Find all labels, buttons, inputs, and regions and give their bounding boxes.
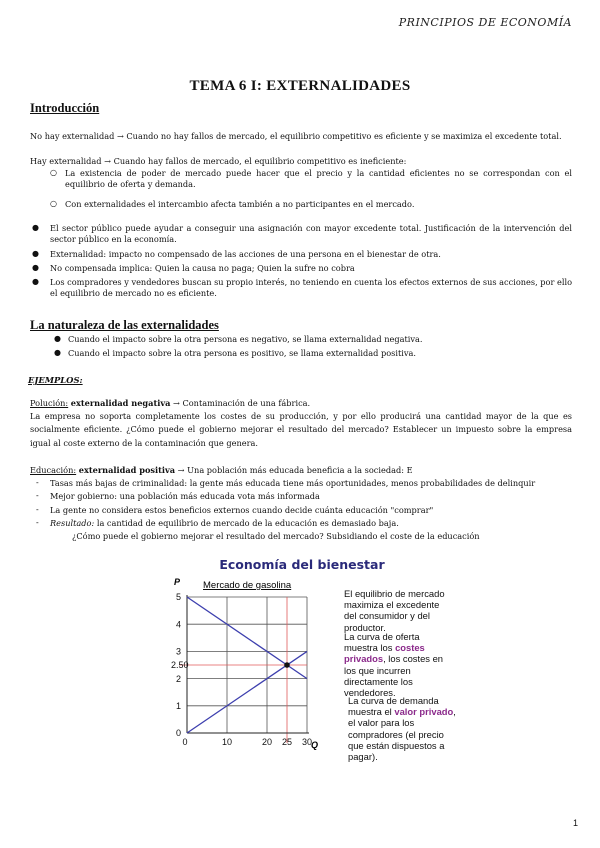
p2-text: Cuando hay fallos de mercado, el equilibrio competitivo es ineficiente: <box>113 156 407 166</box>
dash-icon: - <box>36 505 39 514</box>
y-tick-label: 2 <box>175 673 181 684</box>
bullet-icon: ● <box>32 263 39 272</box>
education-label: Educación: <box>30 465 77 475</box>
bullet-icon: ● <box>32 223 39 232</box>
circle-bullet-icon: ○ <box>50 199 57 208</box>
nature-heading: La naturaleza de las externalidades <box>30 318 219 332</box>
pollution-bold: externalidad negativa <box>70 398 171 408</box>
bullet-icon: ● <box>32 277 39 286</box>
x-tick-label: 25 <box>281 737 293 747</box>
dash-icon: - <box>36 491 39 500</box>
y-tick-label: 2.50 <box>171 660 189 671</box>
note-demand <box>348 695 460 762</box>
intro-bullet: Externalidad: impacto no compensado de las acciones de una persona en el bienestar de otra. <box>50 249 441 259</box>
education-bold: externalidad positiva <box>78 465 176 475</box>
equilibrium-point-group <box>284 662 290 668</box>
intro-sub-item: La existencia de poder de mercado puede hacer que el precio y la cantidad eficientes no se correspondan con el equilibrio de oferta y demanda. <box>65 168 572 189</box>
intro-bullet: No compensada implica: Quien la causa no paga; Quien la sufre no cobra <box>50 263 355 273</box>
chart-title: Mercado de gasolina <box>203 580 292 591</box>
education-rest: → Una población más educada beneficia a la sociedad: E <box>175 465 413 475</box>
gasoline-market-chart <box>170 574 330 780</box>
intro-bullet: El sector público puede ayudar a conseguir una asignación con mayor excedente total. Justificación de la intervención del sector público en la economía. <box>50 223 572 244</box>
page-number: 1 <box>572 818 578 828</box>
x-axis-label: Q <box>311 740 319 750</box>
x-tick-label: 20 <box>261 737 273 747</box>
y-tick-label: 1 <box>175 701 181 711</box>
x-tick-label: 0 <box>182 737 188 747</box>
intro-paragraph-1 <box>30 131 572 142</box>
y-tick-label: 4 <box>175 619 181 630</box>
examples-label: EJEMPLOS: <box>28 375 83 385</box>
page-title: TEMA 6 I: EXTERNALIDADES <box>189 78 411 94</box>
education-item: Mejor gobierno: una población más educada vota más informada <box>50 491 320 501</box>
pollution-label: Polución: <box>30 398 69 408</box>
equilibrium-reference-lines <box>179 597 307 743</box>
education-line <box>30 465 572 476</box>
note-demand-highlight: valor privado <box>394 706 454 718</box>
note-supply-c: , los costes en los que incurren directamente los vendedores. <box>344 653 444 699</box>
y-axis-label: P <box>174 577 181 587</box>
result-text: la cantidad de equilibrio de mercado de la educación es demasiado baja. <box>94 518 399 528</box>
pollution-line <box>30 398 572 409</box>
y-tick-label: 5 <box>175 592 181 603</box>
p1-lead: No hay externalidad → <box>30 131 127 141</box>
equilibrium-point <box>284 662 290 668</box>
y-tick-label: 3 <box>175 646 181 657</box>
note-demand-a: La curva de demanda muestra el <box>348 695 439 718</box>
note-equilibrium: El equilibrio de mercado maximiza el excedente del consumidor y del productor. <box>344 588 445 633</box>
intro-bullet: Los compradores y vendedores buscan su propio interés, no teniendo en cuenta los efectos externos de sus acciones, por ello el equilibrio de mercado no es eficiente. <box>50 277 573 298</box>
x-tick-label: 10 <box>221 737 233 747</box>
chart-tick-labels <box>171 592 312 747</box>
pollution-rest: → Contaminación de una fábrica. <box>170 398 311 408</box>
education-item: La gente no considera estos beneficios externos cuando decide cuánta educación "comprar" <box>50 505 434 515</box>
dash-icon: - <box>36 478 39 487</box>
circle-bullet-icon: ○ <box>50 168 57 177</box>
intro-sub-item: Con externalidades el intercambio afecta también a no participantes en el mercado. <box>65 199 415 209</box>
intro-heading: Introducción <box>30 101 100 115</box>
nature-bullet: Cuando el impacto sobre la otra persona es positivo, se llama externalidad positiva. <box>68 348 416 358</box>
pollution-text: La empresa no soporta completamente los costes de su producción, y por ello producirá una cantidad mayor de la que es socialmente eficiente. ¿Cómo puede el gobierno mejorar el resultado del mercado? Establecer un impuesto sobre la empresa igual al coste externo de la contaminación que genera. <box>30 411 572 448</box>
bullet-icon: ● <box>54 334 61 343</box>
chart-axes <box>187 595 309 733</box>
dash-icon: - <box>36 518 39 527</box>
note-supply-a: La curva de oferta muestra los <box>344 631 420 654</box>
note-supply <box>344 631 454 698</box>
note-demand-c: , el valor para los compradores (el precio que están dispuestos a pagar). <box>348 706 456 763</box>
p1-text: Cuando no hay fallos de mercado, el equilibrio competitivo es eficiente y se maximiza el excedente total. <box>126 131 562 141</box>
bullet-icon: ● <box>54 348 61 357</box>
education-result <box>50 518 572 529</box>
note-supply-highlight: costes privados <box>344 642 425 665</box>
education-question: ¿Cómo puede el gobierno mejorar el resultado del mercado? Subsidiando el coste de la educación <box>72 531 480 541</box>
p2-lead: Hay externalidad → <box>30 156 114 166</box>
intro-paragraph-2 <box>30 156 572 167</box>
x-tick-label: 30 <box>301 737 313 747</box>
chart-heading: Economía del bienestar <box>219 557 385 572</box>
education-item: Tasas más bajas de criminalidad: la gente más educada tiene más oportunidades, menos probabilidades de delinquir <box>50 478 536 488</box>
bullet-icon: ● <box>32 249 39 258</box>
result-label: Resultado: <box>50 518 95 528</box>
nature-bullet: Cuando el impacto sobre la otra persona es negativo, se llama externalidad negativa. <box>68 334 423 344</box>
running-header: PRINCIPIOS DE ECONOMÍA <box>398 16 572 29</box>
y-tick-label: 0 <box>175 728 181 739</box>
